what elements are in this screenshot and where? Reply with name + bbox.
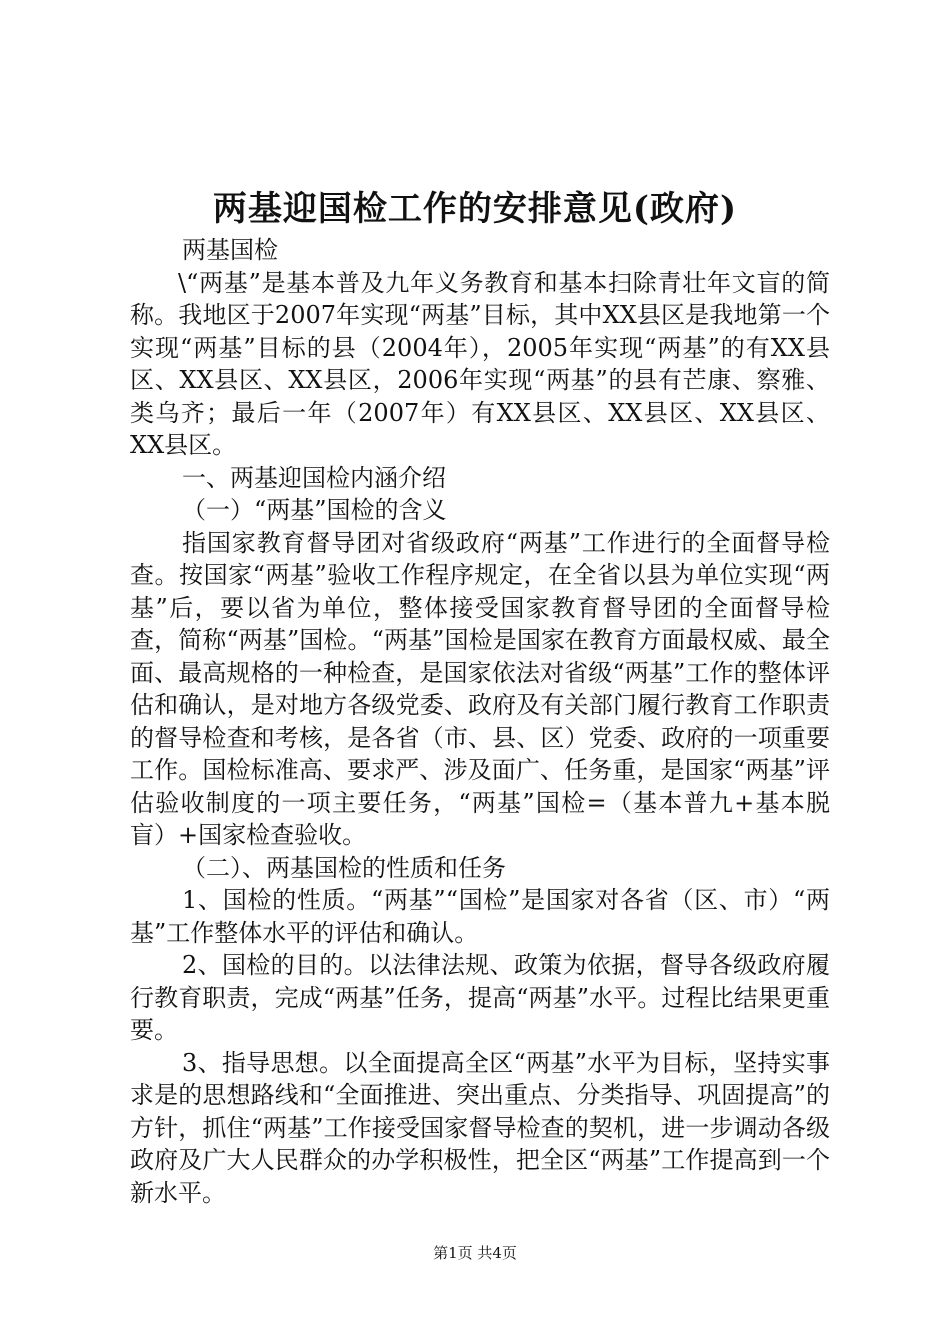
subsection-heading: （二）、两基国检的性质和任务	[182, 853, 506, 882]
paragraph-definition: 指国家教育督导团对省级政府“两基”工作进行的全面督导检查。按国家“两基”验收工作程序规定，在全省以县为单位实现“两基”后，要以省为单位，整体接受国家教育督导团的全面督导检查，简称“两基”国检。“两基”国检是国家在教育方面最权威、最全面、最高规格的一种检查，是国家依法对省级“两基”工作的整体评估和确认，是对地方各级党委、政府及有关部门履行教育工作职责的督导检查和考核，是各省（市、县、区）党委、政府的一项重要工作。国检标准高、要求严、涉及面广、任务重，是国家“两基”评估验收制度的一项主要任务，“两基”国检=（基本普九+基本脱盲）+国家检查验收。	[130, 528, 830, 849]
paragraph-intro: \“两基”是基本普及九年义务教育和基本扫除青壮年文盲的简称。我地区于2007年实现“两基”目标，其中XX县区是我地第一个实现“两基”目标的县（2004年），2005年实现“两基”的有XX县区、XX县区、XX县区，2006年实现“两基”的县有芒康、察雅、类乌齐；最后一年（2007年）有XX县区、XX县区、XX县区、XX县区。	[130, 268, 830, 459]
document-body	[130, 234, 830, 1209]
document-title: 两基迎国检工作的安排意见(政府)	[212, 189, 738, 229]
page-number-footer: 第1页 共4页	[433, 1244, 517, 1262]
section-heading: 一、两基迎国检内涵介绍	[182, 463, 446, 492]
list-item: 1、国检的性质。“两基”“国检”是国家对各省（区、市）“两基”工作整体水平的评估和确认。	[130, 886, 830, 947]
subsection-heading: （一）“两基”国检的含义	[182, 496, 447, 524]
list-item: 2、国检的目的。以法律法规、政策为依据，督导各级政府履行教育职责，完成“两基”任务，提高“两基”水平。过程比结果更重要。	[130, 951, 830, 1044]
paragraph-heading: 两基国检	[182, 236, 278, 264]
list-item: 3、指导思想。以全面提高全区“两基”水平为目标，坚持实事求是的思想路线和“全面推进、突出重点、分类指导、巩固提高”的方针，抓住“两基”工作接受国家督导检查的契机，进一步调动各级政府及广大人民群众的办学积极性，把全区“两基”工作提高到一个新水平。	[130, 1048, 830, 1207]
